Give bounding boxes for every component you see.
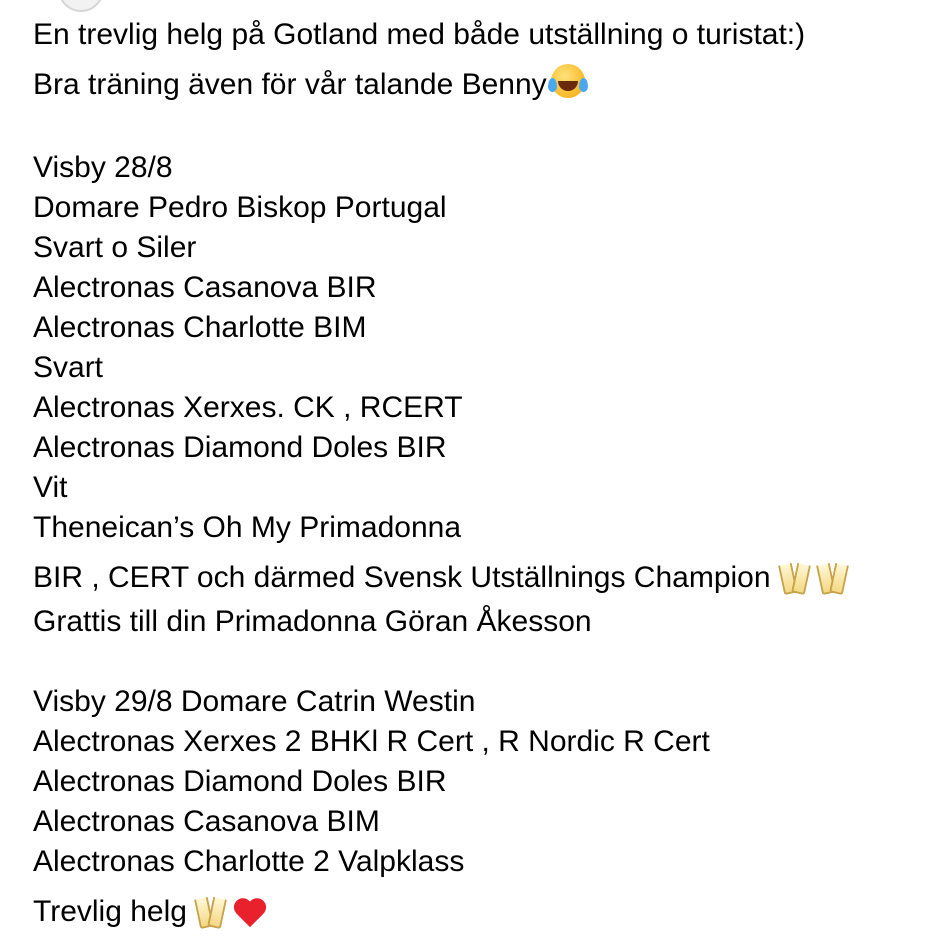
post-text: Trevlig helg <box>33 895 187 928</box>
post-text: Alectronas Xerxes. CK , RCERT <box>33 391 463 424</box>
post-text: Svart <box>33 351 104 384</box>
post-text: Visby 29/8 Domare Catrin Westin <box>33 685 476 718</box>
post-line <box>33 468 67 508</box>
post-line <box>33 15 805 55</box>
post-line <box>33 428 447 468</box>
post-text: Visby 28/8 <box>33 151 173 184</box>
post-text: Alectronas Diamond Doles BIR <box>33 765 447 798</box>
post-line <box>33 682 475 722</box>
laughing-tears-emoji <box>549 64 587 102</box>
post-line <box>33 388 463 428</box>
post-line <box>33 228 196 268</box>
post-line <box>33 842 464 882</box>
champagne-glasses-emoji <box>779 562 809 596</box>
post-text: Alectronas Casanova BIR <box>33 271 377 304</box>
post-text: Alectronas Casanova BIM <box>33 805 380 838</box>
post-line <box>33 188 447 228</box>
post-text: BIR , CERT och därmed Svensk Utställnings Champion <box>33 561 771 594</box>
champagne-glasses-emoji <box>195 896 225 930</box>
post-line <box>33 802 380 842</box>
post-line <box>33 148 173 188</box>
post-line <box>33 348 103 388</box>
post-text: Bra träning även för vår talande Benny <box>33 68 547 101</box>
post-text: Vit <box>33 471 68 504</box>
post-line <box>33 558 847 598</box>
red-heart-emoji <box>233 896 267 930</box>
champagne-glasses-emoji <box>817 562 847 596</box>
avatar[interactable] <box>58 0 104 12</box>
post-line <box>33 65 587 105</box>
post-text: En trevlig helg på Gotland med både utställning o turistat:) <box>33 18 806 51</box>
post-line <box>33 268 377 308</box>
post-text: Theneican’s Oh My Primadonna <box>33 511 461 544</box>
post-line <box>33 308 366 348</box>
post-text: Alectronas Charlotte 2 Valpklass <box>33 845 465 878</box>
post-line <box>33 892 267 932</box>
post-line <box>33 762 447 802</box>
post-text: Alectronas Xerxes 2 BHKl R Cert , R Nordic R Cert <box>33 725 710 758</box>
post-text: Grattis till din Primadonna Göran Åkesson <box>33 605 592 638</box>
post-text: Domare Pedro Biskop Portugal <box>33 191 447 224</box>
post-line <box>33 508 461 548</box>
post-line <box>33 722 710 762</box>
post-line <box>33 602 592 642</box>
post-text: Alectronas Diamond Doles BIR <box>33 431 447 464</box>
post-text: Svart o Siler <box>33 231 197 264</box>
post-text: Alectronas Charlotte BIM <box>33 311 367 344</box>
